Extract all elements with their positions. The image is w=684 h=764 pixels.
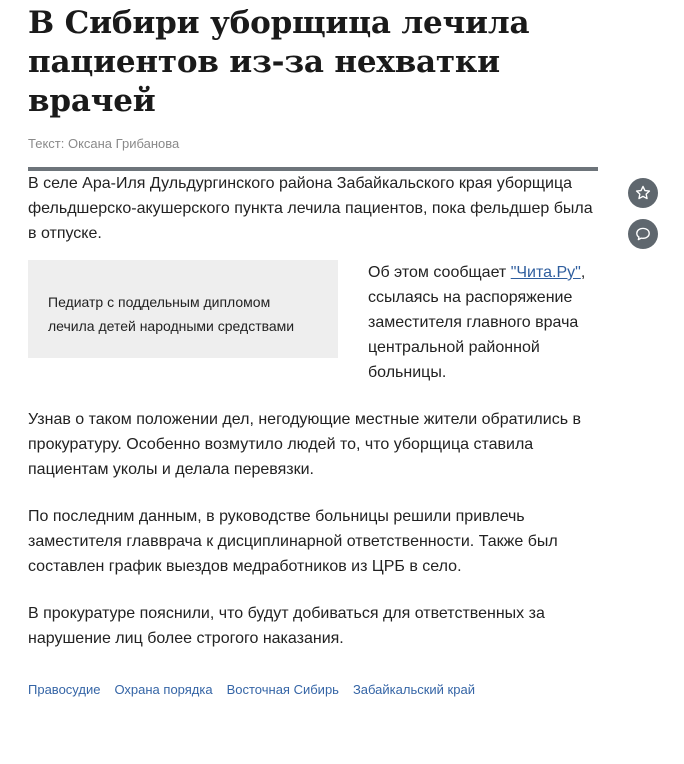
- related-article-box[interactable]: [28, 260, 338, 358]
- related-and-source-block: [28, 260, 598, 385]
- tag-link[interactable]: Восточная Сибирь: [226, 682, 339, 697]
- body-paragraph: В прокуратуре пояснили, что будут добиваться для ответственных за нарушение лиц более строгого наказания.: [28, 605, 545, 647]
- star-icon: [634, 184, 652, 202]
- source-link[interactable]: "Чита.Ру": [510, 264, 581, 281]
- tag-link[interactable]: Охрана порядка: [114, 682, 213, 697]
- tag-link[interactable]: Правосудие: [28, 682, 101, 697]
- source-text-before: Об этом сообщает: [368, 264, 511, 281]
- comments-button[interactable]: [628, 219, 658, 249]
- related-article-link[interactable]: Педиатр с поддельным дипломом лечила детей народными средствами: [48, 294, 295, 334]
- source-text-after: , ссылаясь на распоряжение заместителя главного врача центральной районной больницы.: [368, 264, 586, 381]
- side-actions: [628, 178, 658, 260]
- tag-list: [28, 681, 598, 699]
- bookmark-button[interactable]: [628, 178, 658, 208]
- body-paragraph: По последним данным, в руководстве больницы решили привлечь заместителя главврача к дисциплинарной ответственности. Также был составлен график выездов медработников из ЦРБ в село.: [28, 508, 558, 575]
- article: [28, 0, 598, 699]
- byline: Текст: Оксана Грибанова: [28, 136, 180, 151]
- tag-link[interactable]: Забайкальский край: [352, 682, 475, 697]
- body-paragraph: Узнав о таком положении дел, негодующие местные жители обратились в прокуратуру. Особенно возмутило людей то, что уборщица ставила пациентам уколы и делала перевязки.: [28, 411, 581, 478]
- speech-bubble-icon: [634, 225, 652, 243]
- headline: В Сибири уборщица лечила пациентов из-за нехватки врачей: [28, 5, 530, 119]
- lead-paragraph: В селе Ара-Иля Дульдургинского района Забайкальского края уборщица фельдшерско-акушерского пункта лечила пациентов, пока фельдшер была в отпуске.: [28, 175, 593, 242]
